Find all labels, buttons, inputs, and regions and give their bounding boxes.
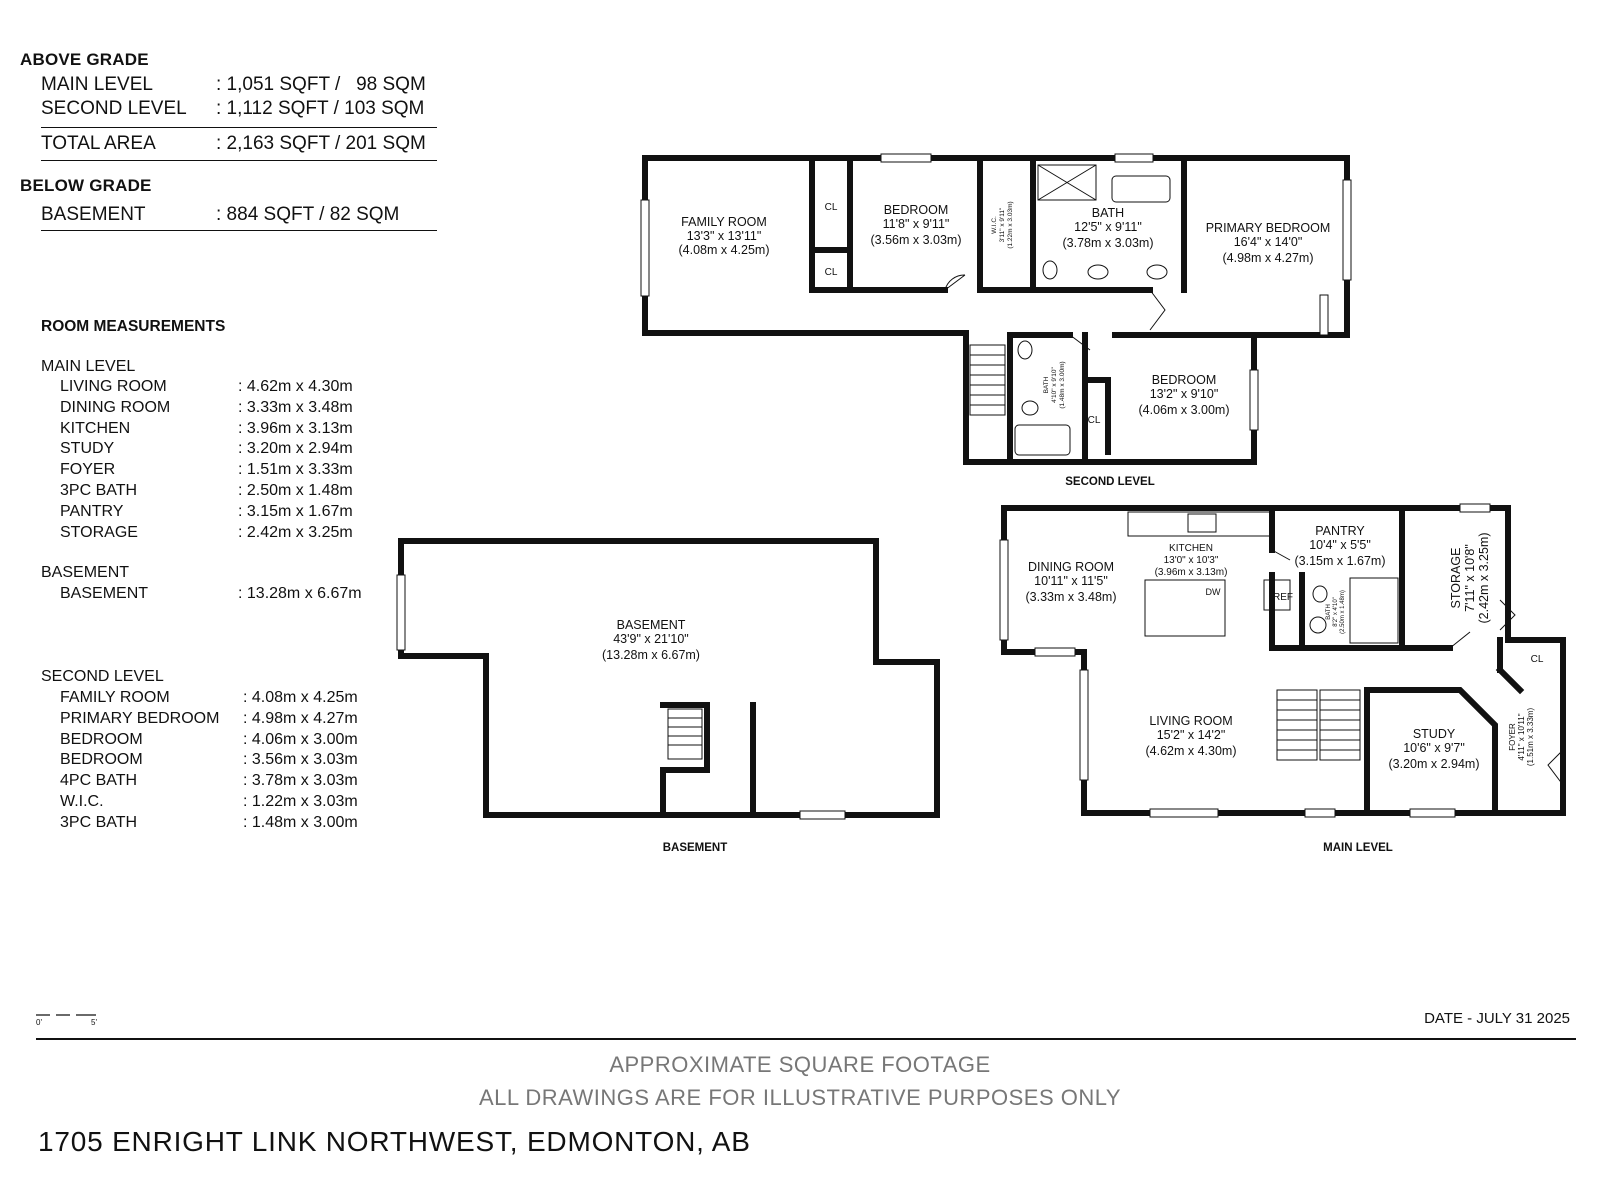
room-size: 8'2" x 4'10" bbox=[1333, 597, 1339, 627]
stairs bbox=[1277, 700, 1317, 750]
rm-label: STUDY bbox=[60, 440, 115, 458]
ref-label: REF bbox=[1273, 592, 1293, 603]
room-size: 13'3" x 13'11" bbox=[686, 229, 762, 243]
toilet bbox=[1043, 261, 1057, 279]
door-swing bbox=[945, 275, 965, 290]
room-size: 4'11" x 10'11" bbox=[1517, 713, 1526, 761]
shower bbox=[1350, 578, 1398, 643]
window bbox=[397, 575, 405, 650]
room-size: (2.50m x 1.48m) bbox=[1340, 590, 1346, 634]
rm-value: : 3.33m x 3.48m bbox=[238, 398, 353, 416]
rm-value: : 2.42m x 3.25m bbox=[238, 523, 353, 541]
rm-label: FAMILY ROOM bbox=[60, 689, 170, 706]
rm-label: FOYER bbox=[60, 461, 116, 479]
area-value: : 2,163 SQFT / 201 SQM bbox=[216, 133, 426, 154]
toilet bbox=[1022, 401, 1038, 415]
rm-value: : 3.56m x 3.03m bbox=[243, 751, 358, 769]
room-name: PRIMARY BEDROOM bbox=[1205, 221, 1331, 235]
rm-second-level-heading: SECOND LEVEL bbox=[41, 668, 164, 685]
room-size: (1.22m x 3.03m) bbox=[1007, 201, 1014, 249]
below-grade-heading: BELOW GRADE bbox=[20, 176, 152, 195]
window bbox=[1150, 809, 1218, 817]
closet-label: CL bbox=[824, 202, 838, 213]
room-size: 3'11" x 9'11" bbox=[999, 207, 1006, 243]
rm-value: : 1.51m x 3.33m bbox=[238, 461, 353, 479]
above-grade-heading: ABOVE GRADE bbox=[20, 50, 149, 69]
room-name: BATH bbox=[1091, 206, 1125, 220]
window bbox=[881, 154, 931, 162]
rm-value: : 4.98m x 4.27m bbox=[243, 709, 358, 727]
rm-label: KITCHEN bbox=[60, 419, 131, 437]
rm-value: : 1.22m x 3.03m bbox=[243, 793, 358, 810]
sink bbox=[1018, 341, 1032, 359]
rm-value: : 13.28m x 6.67m bbox=[238, 585, 362, 602]
rm-value: : 3.15m x 1.67m bbox=[238, 502, 353, 520]
stairs bbox=[668, 718, 702, 745]
room-size: (1.51m x 3.33m) bbox=[1526, 707, 1535, 767]
room-size: (3.15m x 1.67m) bbox=[1294, 554, 1386, 568]
room-size: 43'9" x 21'10" bbox=[613, 632, 689, 646]
area-value: : 1,051 SQFT / 98 SQM bbox=[216, 74, 426, 95]
room-size: (3.96m x 3.13m) bbox=[1154, 567, 1228, 578]
dw-label: DW bbox=[1205, 587, 1221, 597]
main-level-wall bbox=[1500, 670, 1520, 690]
rm-main-level-heading: MAIN LEVEL bbox=[41, 358, 136, 375]
disclaimer-line-1: APPROXIMATE SQUARE FOOTAGE bbox=[609, 1052, 991, 1077]
door-swing bbox=[1150, 290, 1165, 330]
room-name: STUDY bbox=[1412, 727, 1456, 741]
plan-caption-second-level: SECOND LEVEL bbox=[1065, 476, 1155, 488]
room-size: (4.62m x 4.30m) bbox=[1145, 744, 1237, 758]
basement-outer-wall bbox=[401, 541, 937, 815]
rm-basement-heading: BASEMENT bbox=[41, 564, 130, 581]
door-swing bbox=[1450, 632, 1470, 648]
window bbox=[1080, 670, 1088, 780]
area-label: SECOND LEVEL bbox=[41, 98, 187, 119]
window bbox=[800, 811, 845, 819]
room-name: BATH bbox=[1043, 376, 1050, 394]
room-size: 10'6" x 9'7" bbox=[1403, 741, 1465, 755]
rm-label: 4PC BATH bbox=[60, 772, 138, 790]
shower bbox=[1038, 165, 1096, 200]
stairs bbox=[970, 355, 1005, 405]
tub bbox=[1015, 425, 1070, 455]
rm-value: : 3.96m x 3.13m bbox=[238, 419, 353, 437]
window bbox=[1410, 809, 1455, 817]
room-name: BEDROOM bbox=[1151, 373, 1217, 387]
stairs bbox=[1320, 700, 1360, 750]
room-size: (3.33m x 3.48m) bbox=[1025, 590, 1117, 604]
room-size: 4'10" x 9'10" bbox=[1051, 367, 1058, 403]
rm-value: : 4.62m x 4.30m bbox=[238, 378, 353, 395]
room-name: LIVING ROOM bbox=[1149, 714, 1233, 728]
room-size: (4.98m x 4.27m) bbox=[1222, 251, 1314, 265]
plan-caption-basement: BASEMENT bbox=[662, 842, 728, 854]
rm-label: PANTRY bbox=[60, 502, 124, 520]
rm-value: : 3.78m x 3.03m bbox=[243, 772, 358, 790]
tub bbox=[1112, 176, 1170, 202]
rm-value: : 1.48m x 3.00m bbox=[243, 813, 358, 831]
window bbox=[1250, 370, 1258, 430]
window bbox=[1115, 154, 1153, 162]
rm-label: LIVING ROOM bbox=[60, 378, 167, 395]
room-size: 7'11" x 10'8" bbox=[1463, 544, 1477, 612]
window bbox=[1035, 648, 1075, 656]
door-swing bbox=[1272, 550, 1290, 560]
plan-caption-main-level: MAIN LEVEL bbox=[1323, 842, 1393, 854]
rm-value: : 2.50m x 1.48m bbox=[238, 482, 353, 499]
room-size: (4.06m x 3.00m) bbox=[1138, 403, 1230, 417]
closet-label: CL bbox=[1087, 415, 1101, 426]
rm-label: W.I.C. bbox=[60, 793, 104, 810]
rm-label: STORAGE bbox=[60, 523, 138, 541]
room-size: 11'8" x 9'11" bbox=[882, 217, 950, 231]
window bbox=[1343, 180, 1351, 280]
closet-label: CL bbox=[824, 267, 838, 278]
room-size: (3.20m x 2.94m) bbox=[1388, 757, 1480, 771]
second-level-outer-wall bbox=[645, 158, 1347, 462]
area-label: BASEMENT bbox=[41, 204, 146, 225]
rm-label: DINING ROOM bbox=[60, 398, 171, 416]
sink bbox=[1310, 617, 1326, 633]
room-size: (4.08m x 4.25m) bbox=[678, 243, 770, 257]
scale-zero: 0' bbox=[36, 1018, 42, 1027]
property-address: 1705 ENRIGHT LINK NORTHWEST, EDMONTON, AB bbox=[38, 1126, 751, 1157]
sink bbox=[1088, 265, 1108, 279]
window bbox=[1460, 504, 1490, 512]
rm-value: : 3.20m x 2.94m bbox=[238, 440, 353, 458]
stove bbox=[1188, 514, 1216, 532]
room-name: BEDROOM bbox=[883, 203, 949, 217]
room-size: (13.28m x 6.67m) bbox=[602, 648, 700, 662]
area-label: TOTAL AREA bbox=[41, 133, 156, 154]
room-size: 15'2" x 14'2" bbox=[1156, 728, 1226, 742]
room-size: (1.48m x 3.00m) bbox=[1059, 361, 1066, 409]
room-size: (3.56m x 3.03m) bbox=[870, 233, 962, 247]
closet-label: CL bbox=[1530, 654, 1544, 665]
area-value: : 884 SQFT / 82 SQM bbox=[216, 204, 400, 225]
room-name: DINING ROOM bbox=[1027, 560, 1115, 574]
room-size: 13'2" x 9'10" bbox=[1149, 387, 1219, 401]
room-name: BATH bbox=[1326, 604, 1332, 620]
room-name: W.I.C. bbox=[991, 216, 998, 234]
basement-wall bbox=[663, 705, 707, 815]
footer-rule bbox=[36, 1038, 1576, 1040]
room-size: 13'0" x 10'3" bbox=[1163, 555, 1219, 566]
drawing-date: DATE - JULY 31 2025 bbox=[1424, 1010, 1570, 1027]
room-size: (2.42m x 3.25m) bbox=[1477, 532, 1491, 624]
rm-label: PRIMARY BEDROOM bbox=[60, 709, 220, 727]
room-measurements-title: ROOM MEASUREMENTS bbox=[41, 318, 226, 335]
rm-label: BEDROOM bbox=[60, 730, 143, 748]
rm-value: : 4.08m x 4.25m bbox=[243, 689, 358, 706]
stairs bbox=[668, 709, 702, 759]
window bbox=[1305, 809, 1335, 817]
room-size: 10'11" x 11'5" bbox=[1034, 574, 1108, 588]
window bbox=[1320, 295, 1328, 335]
rm-value: : 4.06m x 3.00m bbox=[243, 730, 358, 748]
room-size: 16'4" x 14'0" bbox=[1233, 235, 1303, 249]
room-size: 12'5" x 9'11" bbox=[1074, 220, 1142, 234]
rm-label: 3PC BATH bbox=[60, 482, 138, 499]
sink bbox=[1147, 265, 1167, 279]
room-name: PANTRY bbox=[1315, 524, 1365, 538]
room-name: FOYER bbox=[1508, 723, 1517, 751]
room-name: FAMILY ROOM bbox=[681, 215, 767, 229]
toilet bbox=[1313, 586, 1327, 602]
rm-label: BEDROOM bbox=[60, 751, 143, 769]
window bbox=[1000, 540, 1008, 640]
area-value: : 1,112 SQFT / 103 SQM bbox=[216, 98, 425, 119]
scale-five: 5' bbox=[91, 1018, 97, 1027]
room-name: BASEMENT bbox=[616, 618, 686, 632]
window bbox=[641, 200, 649, 296]
room-size: 10'4" x 5'5" bbox=[1309, 538, 1371, 552]
area-label: MAIN LEVEL bbox=[41, 74, 153, 95]
rm-label: 3PC BATH bbox=[60, 813, 138, 831]
room-name: STORAGE bbox=[1449, 547, 1463, 609]
room-name: KITCHEN bbox=[1169, 543, 1213, 554]
disclaimer-line-2: ALL DRAWINGS ARE FOR ILLUSTRATIVE PURPOSES ONLY bbox=[478, 1085, 1122, 1110]
room-size: (3.78m x 3.03m) bbox=[1062, 236, 1154, 250]
rm-label: BASEMENT bbox=[60, 585, 149, 602]
